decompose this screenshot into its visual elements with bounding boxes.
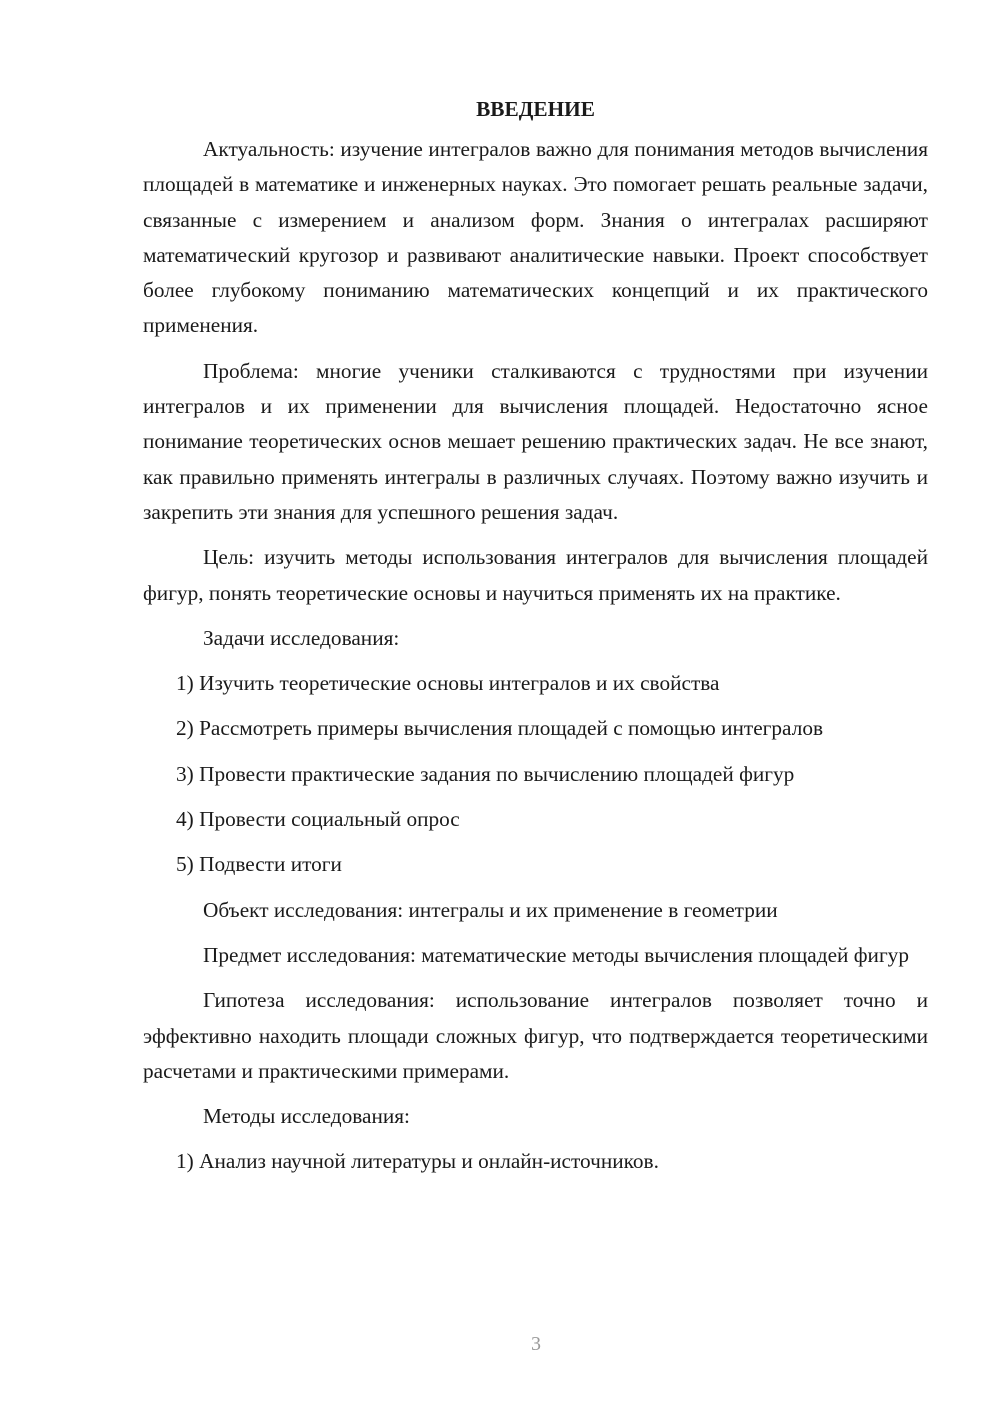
document-page [143, 92, 928, 1190]
subject-paragraph: Предмет исследования: математические методы вычисления площадей фигур [203, 942, 909, 967]
hypothesis-paragraph: Гипотеза исследования: использование интегралов позволяет точно и эффективно находить площади сложных фигур, что подтверждается теоретическими расчетами и практическими примерами. [143, 988, 928, 1083]
problem-paragraph: Проблема: многие ученики сталкиваются с трудностями при изучении интегралов и их применении для вычисления площадей. Недостаточно ясное понимание теоретических основ мешает решению практических задач. Не все знают, как правильно применять интегралы в различных случаях. Поэтому важно изучить и закрепить эти знания для успешного решения задач. [143, 358, 928, 524]
section-heading: ВВЕДЕНИЕ [476, 97, 595, 121]
page-number: 3 [531, 1333, 541, 1355]
task-item-2: 2) Рассмотреть примеры вычисления площадей с помощью интегралов [176, 716, 824, 741]
methods-title: Методы исследования: [203, 1104, 410, 1129]
tasks-title: Задачи исследования: [203, 625, 400, 650]
method-item-1: 1) Анализ научной литературы и онлайн-источников. [176, 1149, 659, 1174]
task-item-3: 3) Провести практические задания по вычислению площадей фигур [176, 761, 795, 786]
task-item-5: 5) Подвести итоги [176, 852, 342, 877]
goal-paragraph: Цель: изучить методы использования интегралов для вычисления площадей фигур, понять теоретические основы и научиться применять их на практике. [143, 545, 928, 605]
relevance-paragraph: Актуальность: изучение интегралов важно для понимания методов вычисления площадей в математике и инженерных науках. Это помогает решать реальные задачи, связанные с измерением и анализом форм. Знания о интегралах расширяют математический кругозор и развивают аналитические навыки. Проект способствует более глубокому пониманию математических концепций и их практического применения. [143, 137, 928, 338]
object-paragraph: Объект исследования: интегралы и их применение в геометрии [203, 897, 778, 922]
task-item-1: 1) Изучить теоретические основы интегралов и их свойства [176, 671, 720, 696]
task-item-4: 4) Провести социальный опрос [176, 807, 460, 832]
